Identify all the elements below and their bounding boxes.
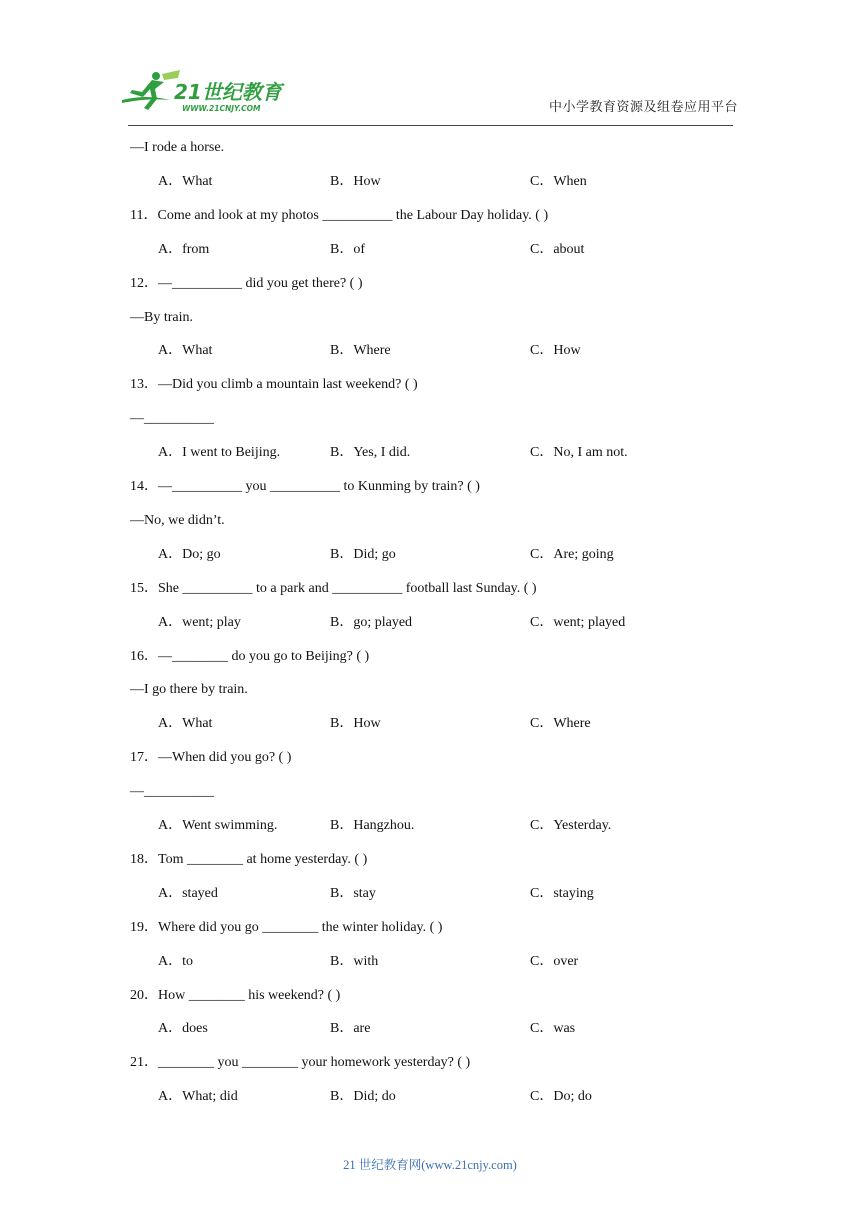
option-b: B．Yes, I did. xyxy=(330,445,411,460)
question-line: 16．—________ do you go to Beijing? ( ) xyxy=(130,649,370,664)
question-line: 12．—__________ did you get there? ( ) xyxy=(130,276,363,291)
question-line: 11．Come and look at my photos __________ the Labour Day holiday. ( ) xyxy=(130,208,549,223)
option-a: A．What xyxy=(158,343,213,358)
option-a: A．What xyxy=(158,174,213,189)
option-a: A．What xyxy=(158,716,213,731)
option-a: A．Do; go xyxy=(158,547,221,562)
option-c: C．Do; do xyxy=(530,1089,592,1104)
option-b: B．are xyxy=(330,1021,371,1036)
question-line: 21．________ you ________ your homework yesterday? ( ) xyxy=(130,1055,471,1070)
question-line: 15．She __________ to a park and __________ football last Sunday. ( ) xyxy=(130,581,537,596)
page-header xyxy=(0,0,860,125)
question-line: —By train. xyxy=(130,310,193,325)
question-line: —No, we didn’t. xyxy=(130,513,225,528)
question-line: 17．—When did you go? ( ) xyxy=(130,750,292,765)
logo-text: 21世纪教育 xyxy=(174,80,282,104)
logo-url-text: WWW.21CNJY.COM xyxy=(182,104,261,113)
question-line: —I rode a horse. xyxy=(130,140,225,155)
option-c: C．Yesterday. xyxy=(530,818,612,833)
option-c: C．over xyxy=(530,954,579,969)
option-c: C．How xyxy=(530,343,581,358)
logo xyxy=(122,70,292,116)
option-a: A．does xyxy=(158,1021,208,1036)
option-c: C．went; played xyxy=(530,615,626,630)
option-a: A．I went to Beijing. xyxy=(158,445,281,460)
option-c: C．No, I am not. xyxy=(530,445,628,460)
option-b: B．How xyxy=(330,174,381,189)
option-c: C．about xyxy=(530,242,585,257)
option-c: C．Where xyxy=(530,716,591,731)
option-c: C．Are; going xyxy=(530,547,614,562)
header-divider xyxy=(128,125,733,126)
option-b: B．Hangzhou. xyxy=(330,818,415,833)
question-line: —I go there by train. xyxy=(130,682,248,697)
option-a: A．from xyxy=(158,242,210,257)
option-a: A．What; did xyxy=(158,1089,238,1104)
question-line: —__________ xyxy=(130,411,214,426)
option-a: A．stayed xyxy=(158,886,218,901)
option-b: B．stay xyxy=(330,886,376,901)
page-footer: 21 世纪教育网(www.21cnjy.com) xyxy=(343,1158,517,1172)
option-b: B．with xyxy=(330,954,379,969)
option-a: A．to xyxy=(158,954,193,969)
option-b: B．Where xyxy=(330,343,391,358)
runner-logo-icon xyxy=(122,70,180,110)
option-b: B．go; played xyxy=(330,615,413,630)
question-line: —__________ xyxy=(130,784,214,799)
option-b: B．How xyxy=(330,716,381,731)
question-line: 14．—__________ you __________ to Kunming by train? ( ) xyxy=(130,479,480,494)
option-b: B．Did; go xyxy=(330,547,396,562)
option-a: A．Went swimming. xyxy=(158,818,278,833)
question-line: 19．Where did you go ________ the winter holiday. ( ) xyxy=(130,920,443,935)
option-c: C．staying xyxy=(530,886,594,901)
question-line: 13．—Did you climb a mountain last weekend? ( ) xyxy=(130,377,418,392)
option-a: A．went; play xyxy=(158,615,241,630)
option-b: B．of xyxy=(330,242,365,257)
question-line: 20．How ________ his weekend? ( ) xyxy=(130,988,341,1003)
option-c: C．was xyxy=(530,1021,576,1036)
option-c: C．When xyxy=(530,174,587,189)
header-platform-text: 中小学教育资源及组卷应用平台 xyxy=(549,100,739,115)
question-line: 18．Tom ________ at home yesterday. ( ) xyxy=(130,852,368,867)
option-b: B．Did; do xyxy=(330,1089,396,1104)
